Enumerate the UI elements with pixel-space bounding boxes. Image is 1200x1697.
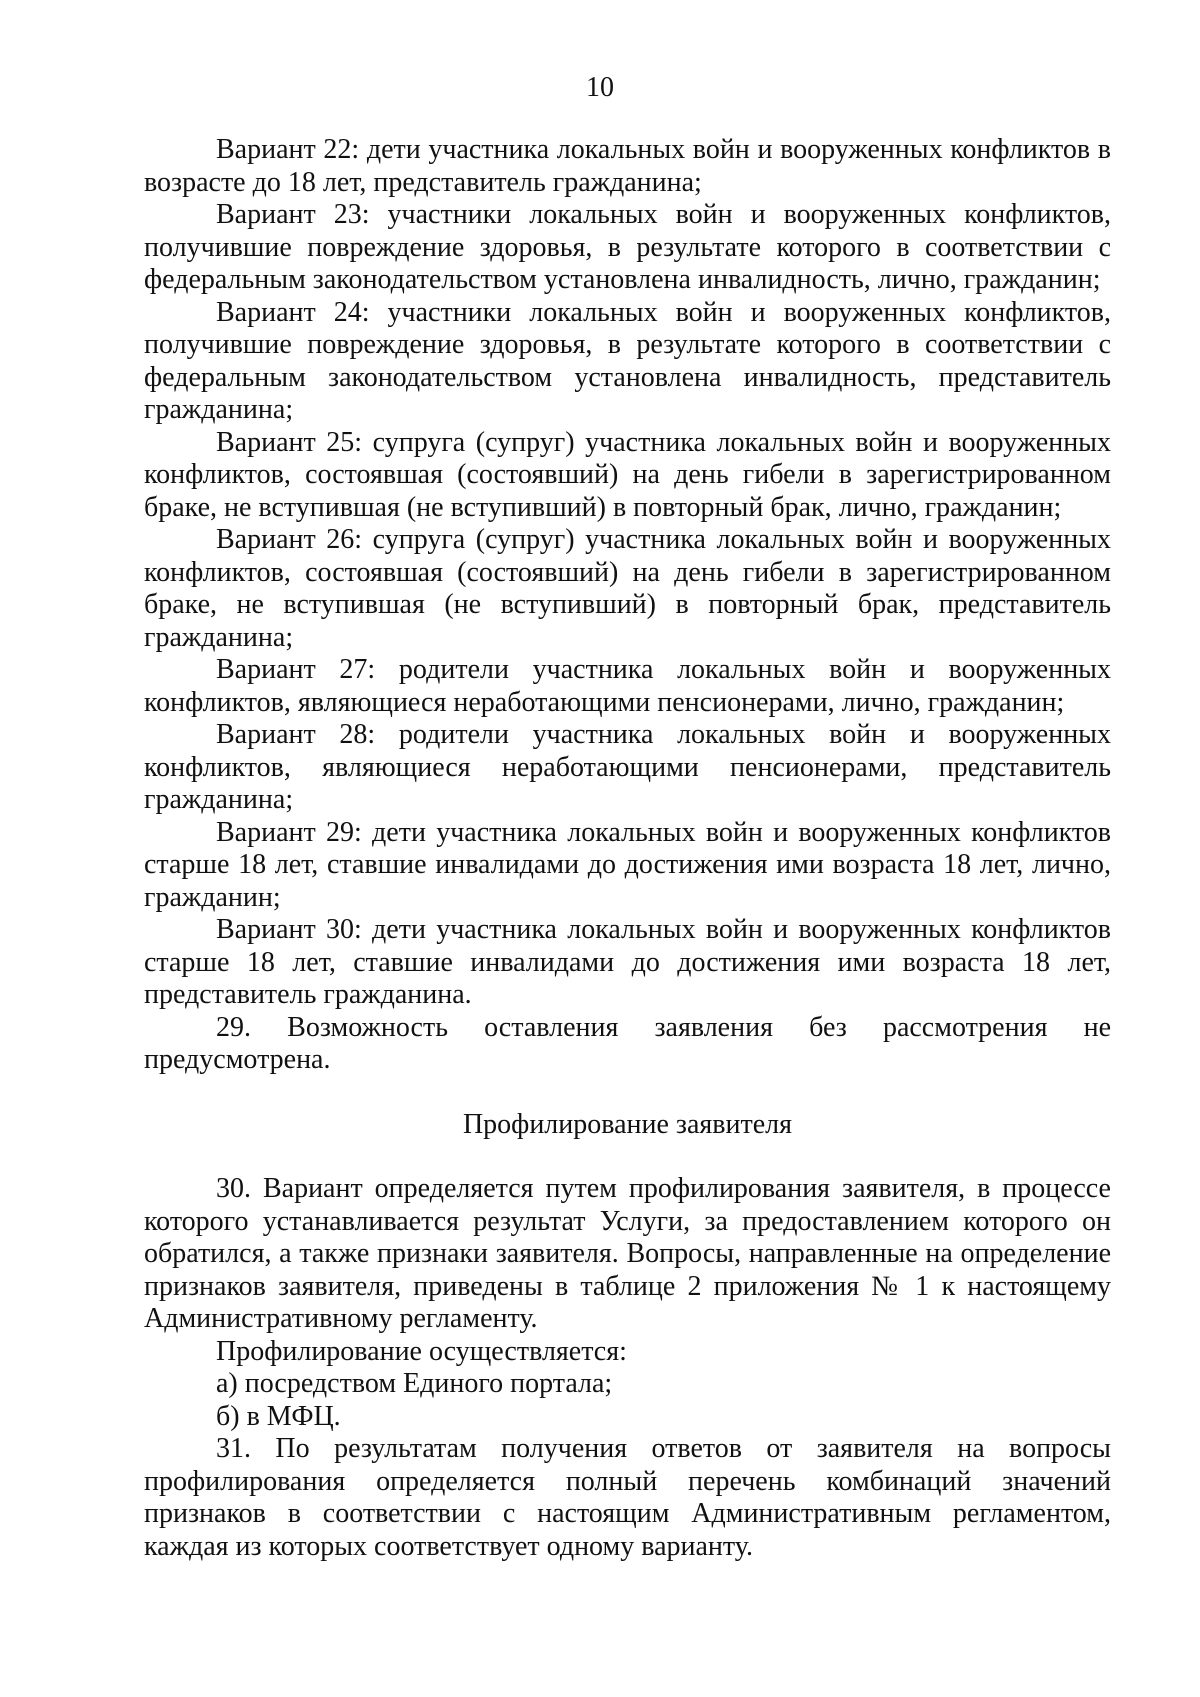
paragraph-profiling-mfc: б) в МФЦ.: [216, 1400, 341, 1432]
page-number: 10: [586, 72, 614, 103]
paragraph-variant-23: Вариант 23: участники локальных войн и вооруженных конфликтов, получившие повреждение здоровья, в результате которого в соответствии с федеральным законодательством установлена инвалидность, лично, гражданин;: [144, 199, 1111, 295]
paragraph-variant-30: Вариант 30: дети участника локальных войн и вооруженных конфликтов старше 18 лет, ставшие инвалидами до достижения ими возраста 18 лет, представитель гражданина.: [144, 914, 1111, 1010]
paragraph-item-30: 30. Вариант определяется путем профилирования заявителя, в процессе которого устанавливается результат Услуги, за предоставлением которого он обратился, а также признаки заявителя. Вопросы, направленные на определение признаков заявителя, приведены в таблице 2 приложения № 1 к настоящему Административному регламенту.: [144, 1173, 1111, 1334]
document-body: [144, 134, 1111, 1563]
paragraph-variant-27: Вариант 27: родители участника локальных войн и вооруженных конфликтов, являющиеся неработающими пенсионерами, лично, гражданин;: [144, 654, 1111, 718]
paragraph-variant-24: Вариант 24: участники локальных войн и вооруженных конфликтов, получившие повреждение здоровья, в результате которого в соответствии с федеральным законодательством установлена инвалидность, представитель гражданина;: [144, 296, 1111, 425]
paragraph-variant-28: Вариант 28: родители участника локальных войн и вооруженных конфликтов, являющиеся неработающими пенсионерами, представитель гражданина;: [144, 719, 1111, 815]
paragraph-variant-26: Вариант 26: супруга (супруг) участника локальных войн и вооруженных конфликтов, состоявшая (состоявший) на день гибели в зарегистрированном браке, не вступившая (не вступивший) в повторный брак, представитель гражданина;: [144, 524, 1111, 653]
paragraph-profiling-intro: Профилирование осуществляется:: [216, 1335, 627, 1367]
paragraph-item-29: 29. Возможность оставления заявления без рассмотрения не предусмотрена.: [144, 1011, 1111, 1075]
paragraph-profiling-portal: а) посредством Единого портала;: [216, 1368, 613, 1399]
paragraph-variant-25: Вариант 25: супруга (супруг) участника локальных войн и вооруженных конфликтов, состоявшая (состоявший) на день гибели в зарегистрированном браке, не вступившая (не вступивший) в повторный брак, лично, гражданин;: [144, 426, 1111, 523]
paragraph-item-31: 31. По результатам получения ответов от заявителя на вопросы профилирования определяется полный перечень комбинаций значений признаков в соответствии с настоящим Административным регламентом, каждая из которых соответствует одному варианту.: [144, 1433, 1111, 1562]
section-heading: Профилирование заявителя: [462, 1108, 793, 1140]
paragraph-variant-29: Вариант 29: дети участника локальных войн и вооруженных конфликтов старше 18 лет, ставшие инвалидами до достижения ими возраста 18 лет, лично, гражданин;: [144, 816, 1111, 913]
paragraph-variant-22: Вариант 22: дети участника локальных войн и вооруженных конфликтов в возрасте до 18 лет, представитель гражданина;: [144, 134, 1111, 198]
